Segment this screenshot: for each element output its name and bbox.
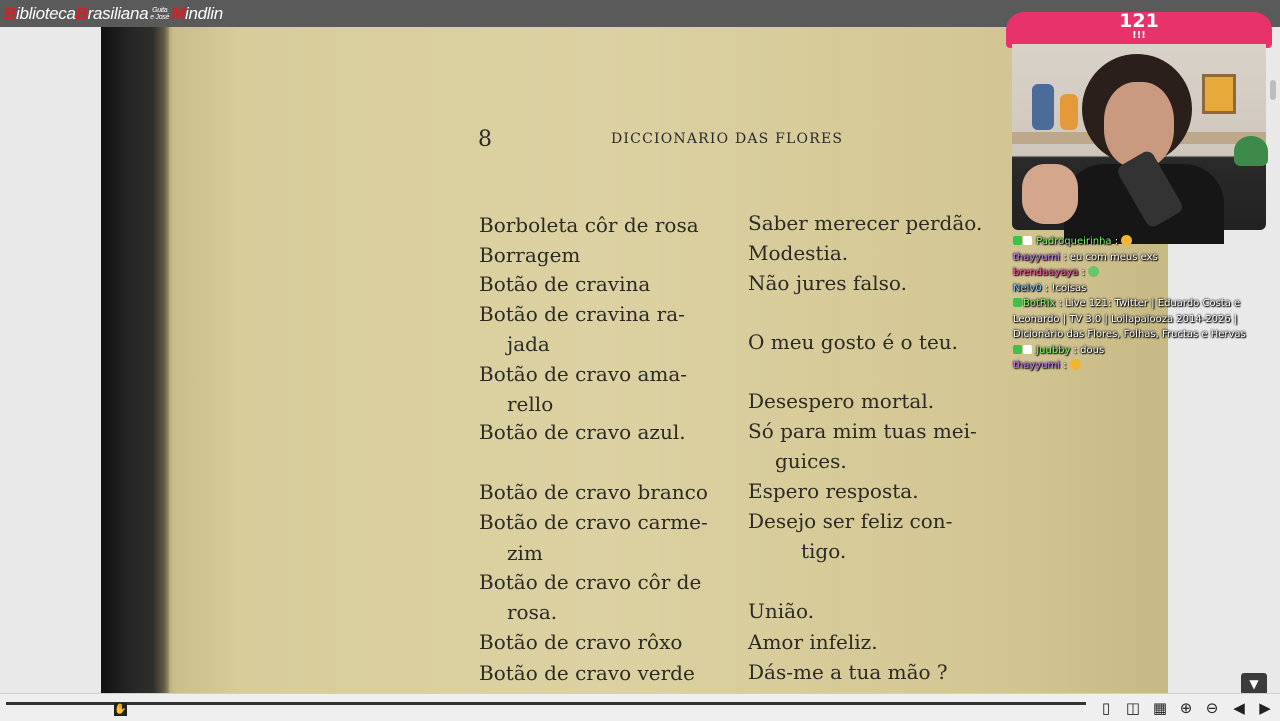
streamer-hand	[1022, 164, 1078, 224]
webcam-overlay	[1006, 12, 1272, 232]
moderator-badge-icon	[1023, 236, 1032, 245]
chat-username: BotRix	[1023, 298, 1056, 309]
entry-meaning: O meu gosto é o teu.	[748, 330, 959, 354]
logo-word-mindlin: indlin	[184, 4, 223, 23]
viewer-exclaim: !!!	[1132, 30, 1146, 41]
toy-figure	[1032, 84, 1054, 130]
entry-meaning: Não jures falso.	[748, 271, 907, 295]
entry-flower: Botão de cravo côr de	[479, 570, 702, 594]
chat-text: eu com meus exs	[1069, 251, 1158, 263]
entry-meaning: Saber merecer perdão.	[748, 211, 983, 235]
chat-text: dous	[1080, 344, 1105, 356]
entry-flower: Botão de cravina ra-	[479, 302, 685, 326]
entry-meaning: União.	[748, 599, 815, 623]
chat-username: Padroqueirinha	[1036, 236, 1112, 247]
entry-flower: Borragem	[479, 243, 581, 267]
logo-initial-m: M	[171, 4, 185, 23]
toy-figure	[1060, 94, 1078, 130]
viewer-count: 121	[1119, 10, 1159, 32]
entry-meaning: Modestia.	[748, 241, 849, 265]
logo-word-brasiliana: rasiliana	[87, 4, 149, 23]
entry-flower: zim	[507, 541, 543, 565]
chat-separator: :	[1055, 298, 1066, 309]
subscriber-badge-icon	[1013, 236, 1022, 245]
zoom-in-button[interactable]: ⊕	[1179, 699, 1193, 717]
chat-separator: :	[1078, 267, 1089, 278]
chat-message	[1013, 250, 1275, 266]
emote-icon	[1088, 266, 1099, 277]
viewer-count-banner	[1006, 12, 1272, 48]
entry-meaning: Desejo ser feliz con-	[748, 509, 953, 533]
chat-separator: :	[1041, 282, 1052, 294]
book-spine	[101, 27, 169, 693]
chat-message	[1013, 265, 1275, 281]
emote-icon	[1070, 359, 1081, 370]
chat-message	[1013, 358, 1275, 374]
logo-initial-b2: B	[75, 4, 88, 23]
chat-message	[1013, 281, 1275, 297]
chat-username: brendaayaya	[1013, 267, 1079, 278]
entry-meaning: guices.	[775, 449, 847, 473]
chat-username: Nelv0	[1013, 282, 1042, 294]
subscriber-badge-icon	[1013, 298, 1022, 307]
chat-text: !coisas	[1051, 282, 1087, 294]
toggle-toolbar-button[interactable]: ▼	[1241, 673, 1267, 695]
entry-meaning: Amor infeliz.	[748, 630, 878, 654]
stream-chat	[1013, 234, 1275, 374]
entry-meaning: Desespero mortal.	[748, 389, 935, 413]
previous-page-button[interactable]: ◀	[1233, 699, 1245, 717]
single-page-button[interactable]: ▯	[1101, 699, 1111, 717]
entry-flower: Botão de cravo ama-	[479, 362, 688, 386]
chat-message	[1013, 296, 1275, 343]
plant-figure	[1234, 136, 1268, 166]
entry-flower: rello	[507, 392, 554, 416]
entry-flower: Borboleta côr de rosa	[479, 213, 699, 237]
subscriber-badge-icon	[1013, 345, 1022, 354]
entry-flower: Botão de cravo rôxo	[479, 630, 683, 654]
page-progress-track[interactable]	[6, 702, 1086, 705]
entry-meaning: Só para mim tuas mei-	[748, 419, 977, 443]
entry-flower: Botão de cravo branco	[479, 480, 708, 504]
logo-small-top: Guita	[152, 7, 168, 14]
chat-message	[1013, 343, 1275, 359]
hand-cursor-icon: ✋	[114, 704, 127, 715]
entry-meaning: tigo.	[801, 539, 847, 563]
chat-username: thayyumi	[1013, 360, 1061, 371]
entry-meaning: Espero resposta.	[748, 479, 919, 503]
entry-flower: Botão de cravina	[479, 272, 651, 296]
chat-text: Live 121: Twitter | Eduardo Costa e Leonardo | TV 3.0 | Lollapalooza 2014-2026 | Dicionário das Flores, Folhas, Fructas e Hervas	[1013, 298, 1246, 340]
moderator-badge-icon	[1023, 345, 1032, 354]
chat-separator: :	[1060, 360, 1070, 371]
entry-flower: rosa.	[507, 600, 558, 624]
entry-flower: jada	[507, 332, 550, 356]
double-page-button[interactable]: ◫	[1125, 699, 1141, 717]
entry-meaning: Dás-me a tua mão ?	[748, 660, 948, 684]
logo-small-bottom: e José	[150, 14, 170, 21]
chat-username: Juubby	[1036, 344, 1071, 356]
entry-flower: Botão de cravo verde	[479, 661, 695, 685]
page-number: 8	[478, 127, 492, 152]
logo-initial-b1: B	[4, 4, 16, 23]
logo-small-text	[150, 7, 169, 21]
viewer-toolbar	[0, 693, 1280, 721]
entry-flower: Botão de cravo carme-	[479, 510, 708, 534]
picture-frame	[1202, 74, 1236, 114]
entry-flower: Botão de cravo azul.	[479, 420, 686, 444]
chat-message	[1013, 234, 1275, 250]
chat-separator: :	[1060, 251, 1070, 263]
library-logo[interactable]	[4, 3, 223, 25]
running-head: DICCIONARIO DAS FLORES	[611, 131, 844, 147]
chat-separator: :	[1111, 236, 1122, 247]
emote-icon	[1121, 235, 1132, 246]
next-page-button[interactable]: ▶	[1259, 699, 1271, 717]
zoom-out-button[interactable]: ⊖	[1205, 699, 1219, 717]
chat-username: thayyumi	[1013, 251, 1061, 263]
webcam-video	[1012, 44, 1266, 230]
vertical-scrollbar[interactable]	[1270, 80, 1276, 100]
logo-word-biblioteca: iblioteca	[15, 4, 76, 23]
grid-view-button[interactable]: ▦	[1152, 699, 1168, 717]
chat-separator: :	[1070, 344, 1081, 356]
